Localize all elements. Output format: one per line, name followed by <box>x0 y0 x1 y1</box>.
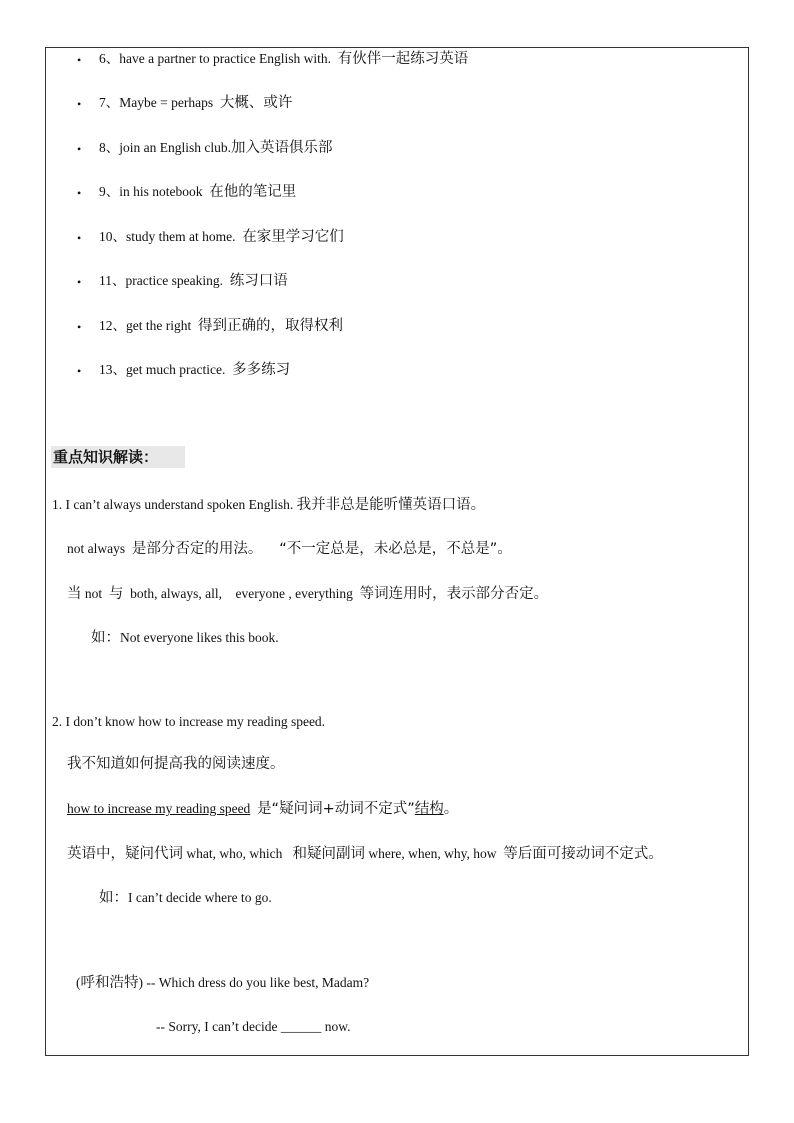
list-item <box>99 138 333 158</box>
list-item <box>99 227 344 247</box>
phrase-chinese: 大概、或许 <box>219 95 293 111</box>
point2-rule-en-b: where, when, why, how <box>368 846 497 861</box>
list-bullet: • <box>77 97 82 111</box>
phrase-number: 13、 <box>99 362 126 377</box>
point1-sentence <box>52 495 485 515</box>
point2-example <box>99 888 272 908</box>
point1-note-english: not always <box>67 541 126 556</box>
point2-example-english: I can’t decide where to go. <box>128 890 272 905</box>
list-bullet: • <box>77 275 82 289</box>
phrase-chinese: 加入英语俱乐部 <box>231 140 333 156</box>
list-bullet: • <box>77 364 82 378</box>
list-item <box>99 49 468 69</box>
point1-rule-cn-b: 与 <box>108 586 124 602</box>
phrase-number: 11、 <box>99 273 126 288</box>
phrase-chinese: 有伙伴一起练习英语 <box>337 51 469 67</box>
list-bullet: • <box>77 186 82 200</box>
list-item <box>99 271 288 291</box>
point1-note-chinese: 是部分否定的用法。 <box>131 541 263 557</box>
point2-english: 2. I don’t know how to increase my reading speed. <box>52 714 326 729</box>
phrase-english: get the right <box>126 318 192 333</box>
point2-rule-cn-a: 英语中，疑问代词 <box>67 846 183 862</box>
exercise-answer-end: now. <box>324 1019 351 1034</box>
point1-english: 1. I can’t always understand spoken English. <box>52 497 294 512</box>
point2-chinese: 我不知道如何提高我的阅读速度。 <box>67 756 285 772</box>
list-bullet: • <box>77 53 82 67</box>
phrase-english: in his notebook <box>119 184 203 199</box>
point2-rule <box>67 844 663 864</box>
list-bullet: • <box>77 320 82 334</box>
exercise-source: 呼和浩特 <box>80 975 139 991</box>
exercise-source-close: ) <box>138 975 143 990</box>
section-heading: 重点知识解读： <box>51 446 185 468</box>
point1-chinese: 我并非总是能听懂英语口语。 <box>296 497 486 513</box>
phrase-english: get much practice. <box>126 362 226 377</box>
point2-structure-chinese-a: 是“疑问词+动词不定式” <box>257 801 415 817</box>
phrase-number: 6、 <box>99 51 120 66</box>
list-bullet: • <box>77 142 82 156</box>
point1-rule-en-a: not <box>84 586 103 601</box>
exercise-line-2 <box>156 1017 350 1037</box>
exercise-question: -- Which dress do you like best, Madam? <box>146 975 370 990</box>
phrase-number: 10、 <box>99 229 126 244</box>
point1-example <box>91 628 279 648</box>
point2-rule-en-a: what, who, which <box>186 846 283 861</box>
list-item <box>99 316 343 336</box>
point2-structure <box>67 799 458 819</box>
phrase-number: 9、 <box>99 184 120 199</box>
exercise-source-open: ( <box>76 975 81 990</box>
phrase-english: have a partner to practice English with. <box>119 51 332 66</box>
phrase-chinese: 多多练习 <box>232 362 291 378</box>
point1-rule-en-b: both, always, all, everyone , everything <box>130 586 353 601</box>
point2-sentence <box>52 712 325 732</box>
point2-rule-cn-b: 和疑问副词 <box>292 846 365 862</box>
phrase-number: 12、 <box>99 318 126 333</box>
point1-example-label: 如： <box>91 630 120 646</box>
phrase-number: 8、 <box>99 140 120 155</box>
point2-structure-english: how to increase my reading speed <box>67 801 251 816</box>
point2-example-label: 如： <box>99 890 128 906</box>
phrase-english: practice speaking. <box>125 273 223 288</box>
phrase-english: study them at home. <box>126 229 236 244</box>
point1-rule <box>67 584 548 604</box>
phrase-number: 7、 <box>99 95 120 110</box>
point2-structure-end: 。 <box>443 801 459 817</box>
phrase-chinese: 在家里学习它们 <box>242 229 344 245</box>
point1-rule-cn-c: 等词连用时，表示部分否定。 <box>359 586 549 602</box>
point1-example-english: Not everyone likes this book. <box>120 630 279 645</box>
exercise-line-1 <box>76 973 369 993</box>
phrase-chinese: 在他的笔记里 <box>209 184 297 200</box>
phrase-chinese: 得到正确的，取得权利 <box>197 318 343 334</box>
list-item <box>99 93 292 113</box>
phrase-english: Maybe = perhaps <box>119 95 214 110</box>
point2-translation <box>67 754 285 774</box>
phrase-chinese: 练习口语 <box>229 273 288 289</box>
point1-note-quote: “不一定总是，未必总是，不总是”。 <box>279 541 512 557</box>
list-bullet: • <box>77 231 82 245</box>
point1-note <box>67 539 512 559</box>
list-item <box>99 182 296 202</box>
list-item <box>99 360 290 380</box>
point1-rule-cn-a: 当 <box>67 586 82 602</box>
exercise-blank: ______ <box>280 1019 322 1034</box>
exercise-answer-start: -- Sorry, I can’t decide <box>156 1019 278 1034</box>
point2-rule-cn-c: 等后面可接动词不定式。 <box>503 846 663 862</box>
point2-structure-chinese-b: 结构 <box>414 801 444 817</box>
phrase-english: join an English club. <box>119 140 231 155</box>
